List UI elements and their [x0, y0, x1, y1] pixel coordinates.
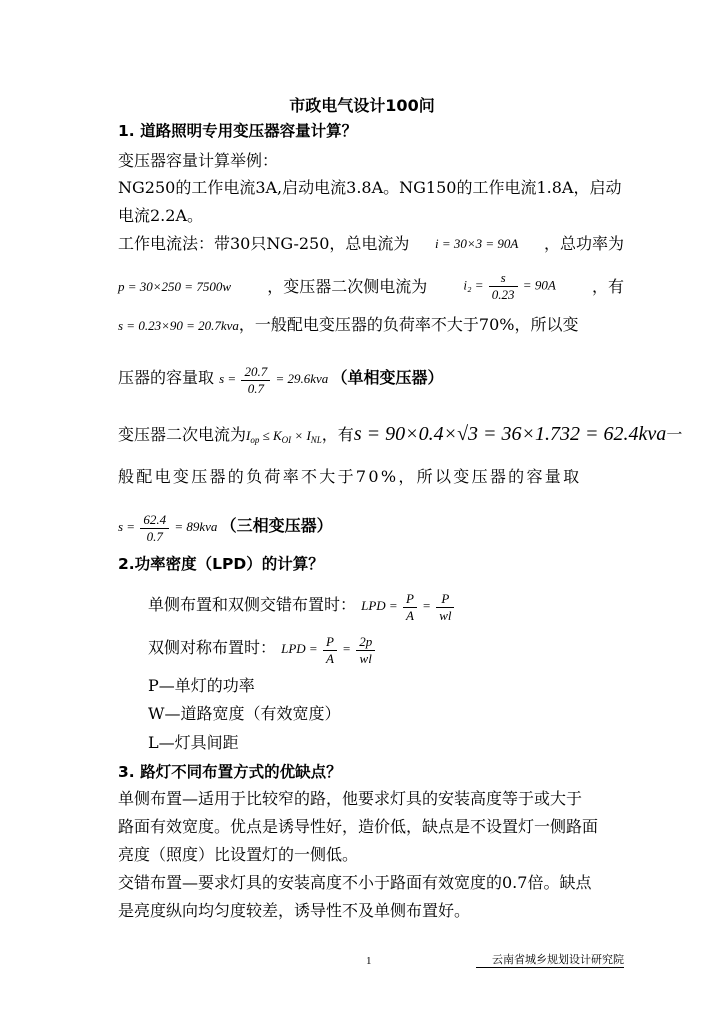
s2-line-1 [148, 585, 654, 625]
s1-line-7-end: 一 [666, 425, 683, 444]
eq-lhs: LPD = [281, 641, 318, 656]
fraction-numerator: P [323, 634, 337, 651]
fraction-numerator: 2p [356, 634, 375, 651]
eq-subscript: OI [281, 435, 292, 445]
s2-line-2-text: 双侧对称布置时： [148, 638, 277, 657]
page-number: 1 [366, 955, 372, 967]
eq-symbol: I [246, 428, 251, 443]
single-phase-tag: （单相变压器） [331, 368, 444, 387]
fraction [356, 634, 375, 667]
definition-w: W—道路宽度（有效宽度） [148, 704, 341, 723]
s1-line-4 [118, 270, 624, 303]
fraction-numerator: P [403, 591, 417, 608]
section-2-heading: 2.功率密度（LPD）的计算？ [118, 555, 324, 573]
footer-organization: 云南省城乡规划设计研究院 [476, 953, 624, 968]
s1-line-7 [118, 420, 683, 454]
s1-line-7-comma: ，有 [321, 425, 354, 444]
eq-rhs: = 89kva [174, 519, 218, 534]
fraction [436, 591, 454, 624]
section-3-heading: 3. 路灯不同布置方式的优缺点？ [118, 763, 342, 781]
secondary-current-equation [463, 270, 555, 303]
fraction-numerator: P [436, 591, 454, 608]
fraction [241, 364, 270, 397]
s1-line-9 [118, 506, 624, 546]
s2-line-1-text: 单侧布置和双侧交错布置时： [148, 595, 357, 614]
page-title: 市政电气设计100问 [289, 96, 435, 115]
fraction-numerator: 20.7 [241, 364, 270, 381]
s3-p1-line-3: 亮度（照度）比设置灯的一侧低。 [118, 845, 359, 864]
eq-symbol: ≤ K [259, 428, 282, 443]
definition-p: P—单灯的功率 [148, 676, 255, 695]
s1-line-5 [118, 314, 624, 337]
s3-p2-line-1: 交错布置—要求灯具的安装高度不小于路面有效宽度的0.7倍。缺点 [118, 873, 592, 892]
s1-line-3-text: 工作电流法：带30只NG-250，总电流为 [118, 234, 410, 253]
example-label: 变压器容量计算举例： [118, 151, 279, 170]
eq-rhs: = 90A [522, 277, 556, 293]
three-phase-tag: （三相变压器） [220, 516, 333, 535]
eq-lhs: i₂ = [463, 277, 484, 293]
three-phase-equation: s = 90×0.4×√3 = 36×1.732 = 62.4kva [353, 423, 667, 445]
fraction-denominator: wl [439, 607, 452, 623]
fraction-denominator: wl [359, 650, 372, 666]
eq-lhs: LPD = [361, 598, 398, 613]
s1-line-2: 电流2.2A。 [118, 206, 204, 225]
s1-line-6 [118, 358, 624, 398]
s1-line-8: 般配电变压器的负荷率不大于70%，所以变压器的容量取 [118, 467, 582, 486]
s1-line-3-end: ，总功率为 [543, 234, 624, 253]
single-phase-equation [219, 363, 331, 396]
inequality-equation [246, 428, 322, 443]
capacity-equation: s = 0.23×90 = 20.7kva [118, 318, 239, 333]
section-1-heading: 1. 道路照明专用变压器容量计算？ [118, 122, 358, 140]
current-equation: i = 30×3 = 90A [435, 236, 519, 251]
s1-line-4-end: ，有 [591, 276, 624, 296]
eq-rhs: = 29.6kva [275, 371, 329, 386]
fraction [323, 634, 337, 667]
s1-line-4-text: ，变压器二次侧电流为 [267, 276, 428, 296]
fraction [140, 512, 169, 545]
definition-l: L—灯具间距 [148, 733, 239, 752]
eq-subscript: op [250, 435, 260, 445]
fraction-denominator: A [325, 650, 334, 666]
eq-lhs: s = [118, 519, 136, 534]
s1-line-7-text: 变压器二次电流为 [118, 425, 247, 444]
s1-line-5-text: ，一般配电变压器的负荷率不大于70%，所以变 [238, 315, 579, 334]
s1-line-1: NG250的工作电流3A,启动电流3.8A。NG150的工作电流1.8A，启动 [118, 178, 622, 197]
s1-line-6-text: 压器的容量取 [118, 368, 215, 387]
s3-p2-line-2: 是亮度纵向均匀度较差，诱导性不及单侧布置好。 [118, 901, 471, 920]
fraction-denominator: 0.23 [491, 287, 515, 302]
s3-p1-line-2: 路面有效宽度。优点是诱导性好，造价低，缺点是不设置灯一侧路面 [118, 817, 599, 836]
fraction-denominator: A [405, 607, 414, 623]
s1-line-3 [118, 233, 624, 255]
fraction-numerator: 62.4 [140, 512, 169, 529]
fraction [489, 270, 518, 303]
s2-line-2 [148, 628, 654, 668]
eq-sign: = [422, 598, 431, 613]
s3-p1-line-1: 单侧布置—适用于比较窄的路，他要求灯具的安装高度等于或大于 [118, 789, 583, 808]
power-equation: p = 30×250 = 7500w [118, 278, 231, 294]
eq-subscript: NL [310, 435, 322, 445]
lpd-equation-symmetric [281, 633, 377, 666]
lpd-equation-single [361, 590, 456, 623]
eq-sign: = [342, 641, 351, 656]
fraction-denominator: 0.7 [247, 380, 264, 396]
eq-lhs: s = [219, 371, 237, 386]
fraction [403, 591, 417, 624]
fraction-denominator: 0.7 [146, 528, 163, 544]
fraction-numerator: s [489, 270, 518, 287]
three-phase-capacity-equation [118, 511, 221, 544]
eq-symbol: × I [291, 428, 311, 443]
